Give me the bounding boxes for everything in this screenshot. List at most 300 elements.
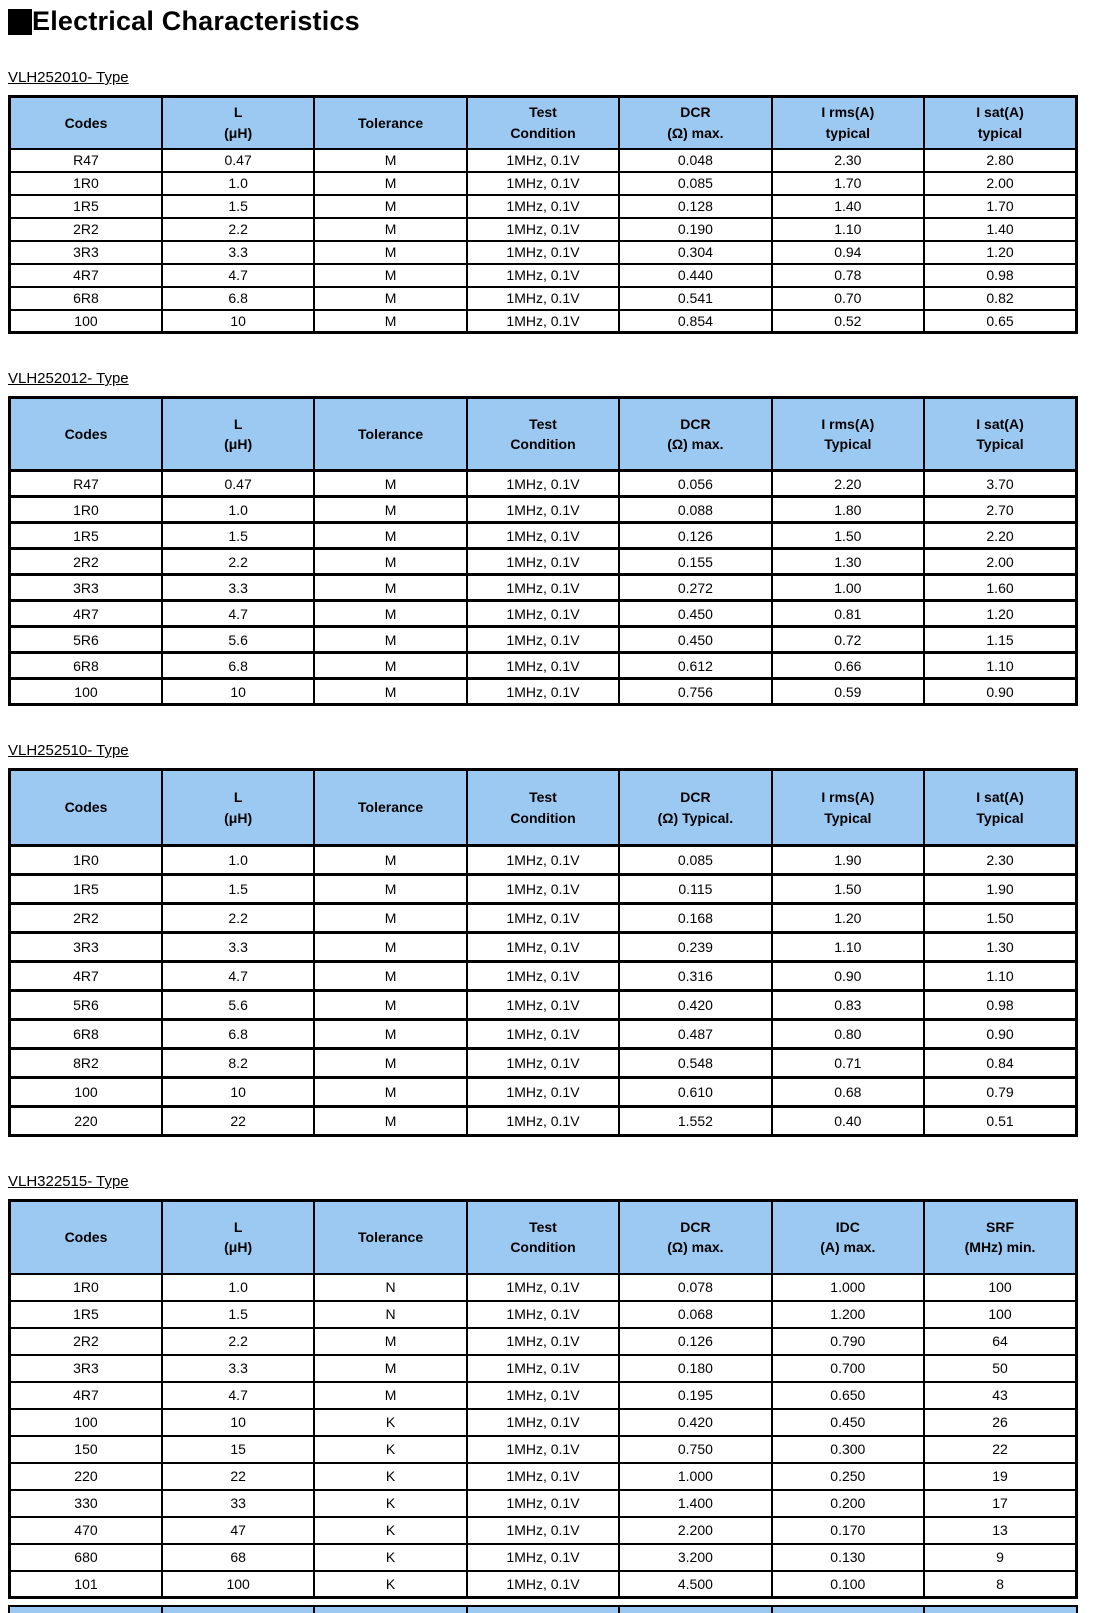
data-cell: 1.30 (924, 933, 1076, 962)
data-cell: 0.541 (619, 287, 771, 310)
data-cell: 1MHz, 0.1V (467, 1490, 619, 1517)
table-row (10, 904, 1077, 933)
data-cell: 0.300 (772, 1436, 924, 1463)
data-cell: 0.82 (924, 287, 1076, 310)
data-cell: M (314, 264, 466, 287)
data-cell: 0.59 (772, 679, 924, 705)
data-cell: 1.30 (772, 549, 924, 575)
data-cell: 64 (924, 1328, 1076, 1355)
data-cell: 26 (924, 1409, 1076, 1436)
data-cell: 1MHz, 0.1V (467, 1544, 619, 1571)
data-cell: M (314, 904, 466, 933)
spec-table-vlh252510 (8, 768, 1078, 1137)
data-cell: 1MHz, 0.1V (467, 991, 619, 1020)
section-vlh252012 (8, 370, 1118, 706)
data-cell: 1MHz, 0.1V (467, 310, 619, 333)
data-cell: 1R0 (10, 497, 162, 523)
data-cell: 2.2 (162, 549, 314, 575)
data-cell: 3.3 (162, 241, 314, 264)
header-cell: I sat(A) Typical (924, 770, 1076, 846)
data-cell: 1R0 (10, 172, 162, 195)
data-cell: 0.548 (619, 1049, 771, 1078)
data-cell: 0.304 (619, 241, 771, 264)
data-cell: M (314, 149, 466, 172)
table-row (10, 172, 1077, 195)
table-row (10, 627, 1077, 653)
data-cell: 0.90 (924, 1020, 1076, 1049)
data-cell: 2.00 (924, 172, 1076, 195)
data-cell: 0.98 (924, 264, 1076, 287)
data-cell: 1R5 (10, 1301, 162, 1328)
table-row (10, 1078, 1077, 1107)
data-cell: K (314, 1571, 466, 1598)
data-cell: 2.2 (162, 904, 314, 933)
data-cell: 1.40 (772, 195, 924, 218)
header-cell: SRF (MHz) min. (924, 1201, 1076, 1274)
data-cell: 0.66 (772, 653, 924, 679)
data-cell: M (314, 241, 466, 264)
table-row (10, 575, 1077, 601)
data-cell: 1.60 (924, 575, 1076, 601)
data-cell: 47 (162, 1517, 314, 1544)
data-cell: 1R5 (10, 523, 162, 549)
data-cell: 2.20 (924, 523, 1076, 549)
data-cell: 1MHz, 0.1V (467, 1571, 619, 1598)
table-row (10, 1049, 1077, 1078)
data-cell: K (314, 1409, 466, 1436)
data-cell: 50 (924, 1355, 1076, 1382)
header-cell: Codes (10, 97, 162, 149)
data-cell: 0.078 (619, 1274, 771, 1301)
data-cell: 5.6 (162, 991, 314, 1020)
header-cell: I rms(A) typical (772, 97, 924, 149)
data-cell: 100 (924, 1301, 1076, 1328)
data-cell: 1MHz, 0.1V (467, 1463, 619, 1490)
data-cell: 0.90 (772, 962, 924, 991)
table-row (10, 653, 1077, 679)
data-cell: M (314, 962, 466, 991)
data-cell: 1MHz, 0.1V (467, 1517, 619, 1544)
data-cell: 3R3 (10, 575, 162, 601)
data-cell: 1.552 (619, 1107, 771, 1136)
data-cell: M (314, 1328, 466, 1355)
data-cell: 330 (10, 1490, 162, 1517)
data-cell: 22 (924, 1436, 1076, 1463)
data-cell: M (314, 991, 466, 1020)
table-row (10, 846, 1077, 875)
data-cell: M (314, 846, 466, 875)
data-cell: 10 (162, 310, 314, 333)
data-cell: M (314, 1107, 466, 1136)
section-heading-vlh252012: VLH252012- Type (8, 370, 129, 387)
data-cell: M (314, 497, 466, 523)
data-cell: 2R2 (10, 549, 162, 575)
data-cell: 220 (10, 1107, 162, 1136)
header-cell: Codes (10, 770, 162, 846)
data-cell: 0.420 (619, 991, 771, 1020)
data-cell: 5.6 (162, 627, 314, 653)
data-cell: 3.200 (619, 1544, 771, 1571)
table-row (10, 1274, 1077, 1301)
header-cell: Test Condition (467, 97, 619, 149)
data-cell: 0.65 (924, 310, 1076, 333)
header-cell: L (μH) (162, 770, 314, 846)
data-cell: K (314, 1436, 466, 1463)
table-row (10, 523, 1077, 549)
data-cell: 1MHz, 0.1V (467, 1355, 619, 1382)
data-cell: 6.8 (162, 653, 314, 679)
header-cell: Tolerance (314, 97, 466, 149)
data-cell: 1.10 (924, 962, 1076, 991)
data-cell: 100 (10, 310, 162, 333)
data-cell: 0.190 (619, 218, 771, 241)
data-cell: 1MHz, 0.1V (467, 1409, 619, 1436)
data-cell: 1MHz, 0.1V (467, 1436, 619, 1463)
spec-table-vlh252010 (8, 95, 1078, 334)
data-cell: 0.250 (772, 1463, 924, 1490)
data-cell: 0.126 (619, 523, 771, 549)
data-cell: 13 (924, 1517, 1076, 1544)
data-cell: 1MHz, 0.1V (467, 1328, 619, 1355)
data-cell: 1MHz, 0.1V (467, 195, 619, 218)
header-cell: Test Condition (467, 398, 619, 471)
data-cell: 0.700 (772, 1355, 924, 1382)
table-row (10, 875, 1077, 904)
table-row (10, 471, 1077, 497)
data-cell: 0.90 (924, 679, 1076, 705)
data-cell: 0.71 (772, 1049, 924, 1078)
data-cell: 8.2 (162, 1049, 314, 1078)
header-cell: I sat(A) typical (924, 97, 1076, 149)
data-cell: 0.068 (619, 1301, 771, 1328)
table-row (10, 1328, 1077, 1355)
table-header-row (10, 398, 1077, 471)
data-cell: 0.155 (619, 549, 771, 575)
data-cell: 2.2 (162, 218, 314, 241)
data-cell: 1.5 (162, 875, 314, 904)
data-cell: 10 (162, 679, 314, 705)
data-cell: 1.70 (924, 195, 1076, 218)
data-cell: 0.130 (772, 1544, 924, 1571)
data-cell: 1MHz, 0.1V (467, 575, 619, 601)
data-cell: 1.0 (162, 846, 314, 875)
data-cell: 1R0 (10, 846, 162, 875)
data-cell: 101 (10, 1571, 162, 1598)
data-cell: 0.80 (772, 1020, 924, 1049)
data-cell: 0.854 (619, 310, 771, 333)
data-cell: 1MHz, 0.1V (467, 549, 619, 575)
data-cell: M (314, 601, 466, 627)
data-cell: 4.7 (162, 1382, 314, 1409)
data-cell: 100 (924, 1274, 1076, 1301)
data-cell: 1R5 (10, 875, 162, 904)
table-row (10, 991, 1077, 1020)
data-cell: 4.7 (162, 264, 314, 287)
data-cell: 150 (10, 1436, 162, 1463)
data-cell: 0.98 (924, 991, 1076, 1020)
data-cell: 22 (162, 1107, 314, 1136)
title-square-marker (8, 9, 32, 35)
data-cell: K (314, 1490, 466, 1517)
data-cell: 470 (10, 1517, 162, 1544)
data-cell: 0.83 (772, 991, 924, 1020)
data-cell: 4R7 (10, 962, 162, 991)
data-cell: 0.048 (619, 149, 771, 172)
data-cell: 0.72 (772, 627, 924, 653)
next-table-partial-header (8, 1605, 1078, 1613)
data-cell: 0.650 (772, 1382, 924, 1409)
data-cell: 1MHz, 0.1V (467, 962, 619, 991)
data-cell: 2.70 (924, 497, 1076, 523)
data-cell: N (314, 1274, 466, 1301)
data-cell: 1.20 (924, 601, 1076, 627)
data-cell: K (314, 1544, 466, 1571)
data-cell: 220 (10, 1463, 162, 1490)
data-cell: 1MHz, 0.1V (467, 904, 619, 933)
data-cell: 100 (10, 1078, 162, 1107)
header-cell: IDC (A) max. (772, 1201, 924, 1274)
data-cell: 1MHz, 0.1V (467, 653, 619, 679)
data-cell: 0.70 (772, 287, 924, 310)
data-cell: 1MHz, 0.1V (467, 1301, 619, 1328)
data-cell: M (314, 172, 466, 195)
data-cell: 0.40 (772, 1107, 924, 1136)
header-cell: DCR (Ω) Typical. (619, 770, 771, 846)
header-cell: I rms(A) Typical (772, 398, 924, 471)
data-cell: 0.610 (619, 1078, 771, 1107)
data-cell: M (314, 1382, 466, 1409)
data-cell: 1.400 (619, 1490, 771, 1517)
data-cell: 8 (924, 1571, 1076, 1598)
data-cell: 0.47 (162, 149, 314, 172)
table-row (10, 1409, 1077, 1436)
data-cell: 1MHz, 0.1V (467, 1274, 619, 1301)
data-cell: 2.00 (924, 549, 1076, 575)
data-cell: 1.5 (162, 523, 314, 549)
data-cell: M (314, 679, 466, 705)
data-cell: M (314, 575, 466, 601)
data-cell: 0.79 (924, 1078, 1076, 1107)
data-cell: 1MHz, 0.1V (467, 1078, 619, 1107)
data-cell: 5R6 (10, 991, 162, 1020)
data-cell: 0.195 (619, 1382, 771, 1409)
data-cell: 1.00 (772, 575, 924, 601)
data-cell: 1.000 (619, 1463, 771, 1490)
data-cell: 0.52 (772, 310, 924, 333)
table-row (10, 287, 1077, 310)
data-cell: 0.115 (619, 875, 771, 904)
header-cell: Codes (10, 1201, 162, 1274)
data-cell: 1MHz, 0.1V (467, 627, 619, 653)
data-cell: 33 (162, 1490, 314, 1517)
data-cell: K (314, 1517, 466, 1544)
data-cell: 1.40 (924, 218, 1076, 241)
data-cell: 680 (10, 1544, 162, 1571)
section-vlh322515 (8, 1173, 1118, 1599)
data-cell: 0.94 (772, 241, 924, 264)
data-cell: M (314, 1355, 466, 1382)
data-cell: 19 (924, 1463, 1076, 1490)
table-header-row (10, 97, 1077, 149)
data-cell: 1.15 (924, 627, 1076, 653)
data-cell: 4.500 (619, 1571, 771, 1598)
table-row (10, 218, 1077, 241)
data-cell: 2R2 (10, 904, 162, 933)
table-row (10, 1355, 1077, 1382)
data-cell: 3.70 (924, 471, 1076, 497)
data-cell: M (314, 523, 466, 549)
data-cell: 0.272 (619, 575, 771, 601)
data-cell: 6R8 (10, 653, 162, 679)
data-cell: M (314, 875, 466, 904)
data-cell: 2.80 (924, 149, 1076, 172)
header-cell: Codes (10, 398, 162, 471)
table-row (10, 149, 1077, 172)
data-cell: 0.450 (772, 1409, 924, 1436)
data-cell: 0.440 (619, 264, 771, 287)
data-cell: M (314, 218, 466, 241)
table-row (10, 601, 1077, 627)
table-header-row (10, 1201, 1077, 1274)
data-cell: N (314, 1301, 466, 1328)
data-cell: 2R2 (10, 1328, 162, 1355)
header-cell: L (μH) (162, 97, 314, 149)
data-cell: 4R7 (10, 264, 162, 287)
data-cell: 1.0 (162, 1274, 314, 1301)
section-vlh252010 (8, 69, 1118, 334)
data-cell: 100 (10, 1409, 162, 1436)
table-row (10, 1463, 1077, 1490)
table-row (10, 497, 1077, 523)
data-cell: 1.10 (772, 933, 924, 962)
data-cell: 0.450 (619, 601, 771, 627)
table-row (10, 195, 1077, 218)
data-cell: 2.30 (772, 149, 924, 172)
table-row (10, 962, 1077, 991)
data-cell: 4R7 (10, 1382, 162, 1409)
data-cell: M (314, 1020, 466, 1049)
data-cell: 100 (162, 1571, 314, 1598)
table-row (10, 679, 1077, 705)
data-cell: R47 (10, 149, 162, 172)
table-row (10, 1301, 1077, 1328)
data-cell: M (314, 653, 466, 679)
table-row (10, 1571, 1077, 1598)
table-row (10, 549, 1077, 575)
data-cell: 5R6 (10, 627, 162, 653)
data-cell: 1R0 (10, 1274, 162, 1301)
data-cell: 2.20 (772, 471, 924, 497)
data-cell: 0.612 (619, 653, 771, 679)
header-cell: Test Condition (467, 1201, 619, 1274)
data-cell: 1.50 (924, 904, 1076, 933)
header-cell: DCR (Ω) max. (619, 97, 771, 149)
data-cell: 1.80 (772, 497, 924, 523)
data-cell: 1.70 (772, 172, 924, 195)
data-cell: M (314, 471, 466, 497)
data-cell: 1MHz, 0.1V (467, 846, 619, 875)
data-cell: 6.8 (162, 287, 314, 310)
data-cell: 1.90 (772, 846, 924, 875)
data-cell: 1.5 (162, 1301, 314, 1328)
data-cell: 3.3 (162, 1355, 314, 1382)
data-cell: 1MHz, 0.1V (467, 149, 619, 172)
header-cell: L (μH) (162, 398, 314, 471)
data-cell: 1.20 (924, 241, 1076, 264)
table-row (10, 241, 1077, 264)
data-cell: 2R2 (10, 218, 162, 241)
header-cell: Tolerance (314, 770, 466, 846)
data-cell: 0.200 (772, 1490, 924, 1517)
page-title-row (8, 6, 1118, 37)
spec-table-vlh252012 (8, 396, 1078, 706)
table-row (10, 1544, 1077, 1571)
table-row (10, 1436, 1077, 1463)
table-row (10, 1020, 1077, 1049)
header-cell: DCR (Ω) max. (619, 398, 771, 471)
data-cell: 0.84 (924, 1049, 1076, 1078)
header-cell: Test Condition (467, 770, 619, 846)
data-cell: 1MHz, 0.1V (467, 471, 619, 497)
data-cell: 22 (162, 1463, 314, 1490)
header-cell: I rms(A) Typical (772, 770, 924, 846)
table-row (10, 1490, 1077, 1517)
data-cell: 0.316 (619, 962, 771, 991)
data-cell: 1.90 (924, 875, 1076, 904)
data-cell: 10 (162, 1409, 314, 1436)
data-cell: 100 (10, 679, 162, 705)
data-cell: 1MHz, 0.1V (467, 1107, 619, 1136)
data-cell: 1MHz, 0.1V (467, 523, 619, 549)
data-cell: 0.085 (619, 846, 771, 875)
data-cell: 0.68 (772, 1078, 924, 1107)
data-cell: M (314, 310, 466, 333)
data-cell: 0.450 (619, 627, 771, 653)
table-row (10, 1382, 1077, 1409)
data-cell: 0.100 (772, 1571, 924, 1598)
data-cell: 1.20 (772, 904, 924, 933)
data-cell: 1.10 (924, 653, 1076, 679)
table-row (10, 1107, 1077, 1136)
data-cell: 1MHz, 0.1V (467, 172, 619, 195)
data-cell: 1.000 (772, 1274, 924, 1301)
data-cell: M (314, 933, 466, 962)
data-cell: 3R3 (10, 1355, 162, 1382)
data-cell: 0.085 (619, 172, 771, 195)
data-cell: 0.128 (619, 195, 771, 218)
data-cell: 68 (162, 1544, 314, 1571)
data-cell: 1.5 (162, 195, 314, 218)
data-cell: M (314, 549, 466, 575)
data-cell: 3.3 (162, 933, 314, 962)
data-cell: 0.756 (619, 679, 771, 705)
data-cell: M (314, 195, 466, 218)
data-cell: 1MHz, 0.1V (467, 1049, 619, 1078)
data-cell: 0.790 (772, 1328, 924, 1355)
header-cell: L (μH) (162, 1201, 314, 1274)
data-cell: 1MHz, 0.1V (467, 218, 619, 241)
section-vlh252510 (8, 742, 1118, 1137)
data-cell: 6R8 (10, 1020, 162, 1049)
data-cell: 0.487 (619, 1020, 771, 1049)
table-row (10, 310, 1077, 333)
spec-table-vlh322515 (8, 1199, 1078, 1599)
data-cell: 6.8 (162, 1020, 314, 1049)
data-cell: 10 (162, 1078, 314, 1107)
data-cell: 0.47 (162, 471, 314, 497)
data-cell: 0.420 (619, 1409, 771, 1436)
data-cell: 4R7 (10, 601, 162, 627)
